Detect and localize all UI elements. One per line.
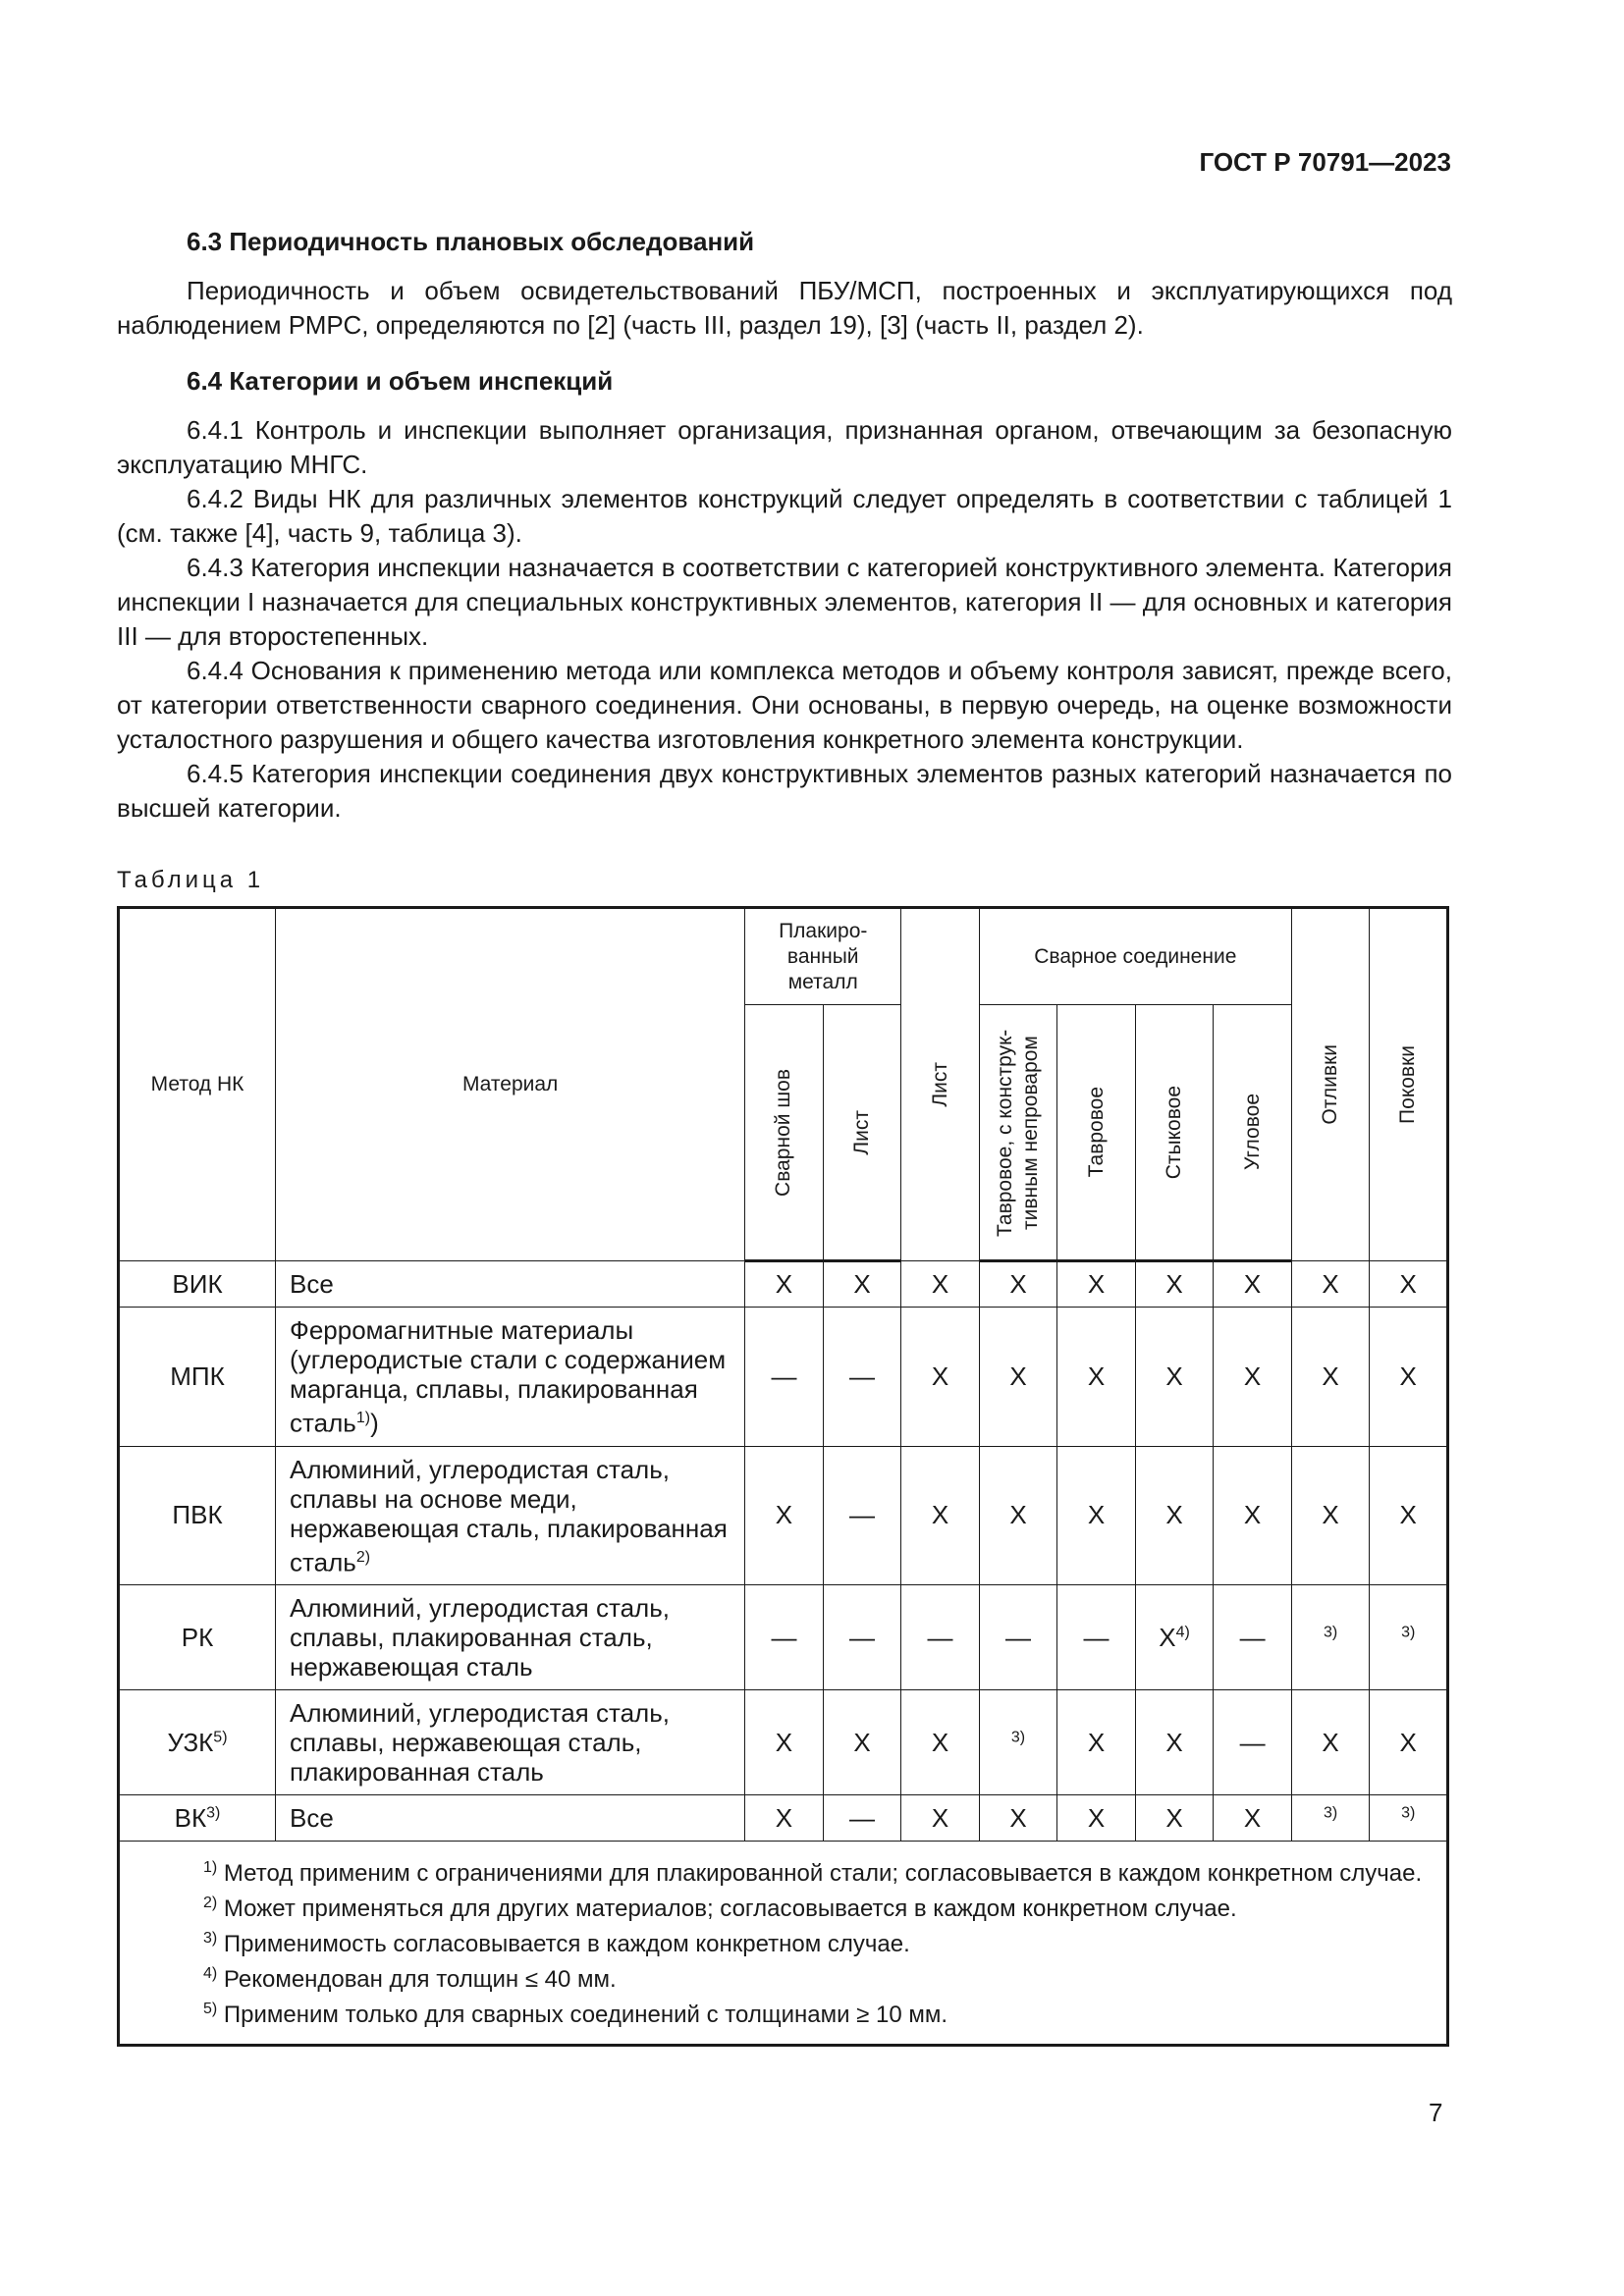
applicability-cell: X <box>823 1690 901 1795</box>
applicability-cell: X <box>1291 1261 1370 1308</box>
applicability-cell: X <box>1291 1446 1370 1585</box>
table-caption: Таблица 1 <box>117 867 265 893</box>
applicability-cell: X <box>745 1795 824 1842</box>
material-cell: Все <box>276 1261 745 1308</box>
applicability-cell: X$^{4)}$ <box>1135 1585 1214 1690</box>
page-number: 7 <box>1429 2098 1443 2127</box>
applicability-cell: — <box>1057 1585 1136 1690</box>
applicability-cell: 3) <box>1291 1795 1370 1842</box>
applicability-cell: X <box>1135 1795 1214 1842</box>
applicability-cell: X <box>1057 1446 1136 1585</box>
applicability-cell: X <box>901 1308 980 1447</box>
applicability-cell: X <box>1057 1690 1136 1795</box>
applicability-cell: X <box>1291 1308 1370 1447</box>
section-6-4-title: 6.4 Категории и объем инспекций <box>187 366 614 396</box>
applicability-cell: X <box>1214 1446 1292 1585</box>
applicability-cell: — <box>823 1585 901 1690</box>
applicability-cell: X <box>901 1690 980 1795</box>
applicability-cell: X <box>1057 1308 1136 1447</box>
applicability-cell: X <box>979 1446 1057 1585</box>
applicability-cell: — <box>1214 1690 1292 1795</box>
footnote: $^{4)}$ Рекомендован для толщин ≤ 40 мм. <box>203 1965 617 1994</box>
applicability-cell: — <box>1214 1585 1292 1690</box>
applicability-cell: X <box>979 1261 1057 1308</box>
section-6-4-body <box>117 413 1452 826</box>
document-id: ГОСТ Р 70791—2023 <box>1199 147 1451 177</box>
applicability-cell: X <box>1057 1261 1136 1308</box>
material-cell: Алюминий, углеродистая сталь, сплавы, плакированная сталь, нержавеющая сталь <box>276 1585 745 1690</box>
table-row <box>119 1690 1448 1795</box>
header-tee: Тавровое <box>1057 1005 1136 1261</box>
paragraph-6-4-5: 6.4.5 Категория инспекции соединения двух конструктивных элементов разных категорий назначается по высшей категории. <box>117 759 1452 823</box>
table-row <box>119 1261 1448 1308</box>
applicability-cell: X <box>1214 1795 1292 1842</box>
applicability-cell: X <box>1370 1446 1448 1585</box>
header-material: Материал <box>276 908 745 1261</box>
method-cell: ПВК <box>119 1446 276 1585</box>
table-footnotes <box>119 1842 1448 2046</box>
table-row <box>119 1308 1448 1447</box>
footnote: $^{3)}$ Применимость согласовывается в каждом конкретном случае. <box>203 1930 910 1958</box>
applicability-cell: 3) <box>1291 1585 1370 1690</box>
header-method: Метод НК <box>119 908 276 1261</box>
footnote: $^{5)}$ Применим только для сварных соединений с толщинами ≥ 10 мм. <box>203 2001 948 2029</box>
applicability-cell: X <box>745 1690 824 1795</box>
applicability-cell: X <box>1214 1261 1292 1308</box>
method-cell: МПК <box>119 1308 276 1447</box>
paragraph-6-4-3: 6.4.3 Категория инспекции назначается в соответствии с категорией конструктивного элемента. Категория инспекции I назначается для специальных конструктивных элементов, категория II — для основных и категория III — для второстепенных. <box>117 553 1452 651</box>
applicability-cell: X <box>901 1261 980 1308</box>
footnote: $^{2)}$ Может применяться для других материалов; согласовывается в каждом конкретном случае. <box>203 1895 1237 1923</box>
applicability-cell: X <box>1291 1690 1370 1795</box>
applicability-cell: — <box>745 1585 824 1690</box>
applicability-cell: X <box>1135 1308 1214 1447</box>
applicability-cell: X <box>745 1261 824 1308</box>
paragraph-6-4-4: 6.4.4 Основания к применению метода или комплекса методов и объему контроля зависят, прежде всего, от категории ответственности сварного соединения. Они основаны, в первую очередь, на оценке возможности усталостного разрушения и общего качества изготовления конкретного элемента конструкции. <box>117 656 1452 754</box>
ndt-methods-table <box>117 906 1449 2047</box>
header-clad-metal: Плакиро-ванный металл <box>745 908 901 1005</box>
applicability-cell: X <box>1057 1795 1136 1842</box>
header-weld-joint: Сварное соединение <box>979 908 1291 1005</box>
method-cell: ВИК <box>119 1261 276 1308</box>
applicability-cell: — <box>823 1308 901 1447</box>
method-cell: РК <box>119 1585 276 1690</box>
applicability-cell: X <box>1135 1261 1214 1308</box>
header-forgings: Поковки <box>1370 908 1448 1261</box>
applicability-cell: X <box>1370 1261 1448 1308</box>
table-row <box>119 1446 1448 1585</box>
table-row <box>119 1795 1448 1842</box>
header-castings: Отливки <box>1291 908 1370 1261</box>
applicability-cell: — <box>745 1308 824 1447</box>
applicability-cell: 3) <box>1370 1795 1448 1842</box>
material-cell: Алюминий, углеродистая сталь, сплавы на основе меди, нержавеющая сталь, плакированная сталь$^{2)}$ <box>276 1446 745 1585</box>
applicability-cell: X <box>979 1795 1057 1842</box>
applicability-cell: — <box>979 1585 1057 1690</box>
applicability-cell: X <box>1370 1690 1448 1795</box>
applicability-cell: 3) <box>1370 1585 1448 1690</box>
material-cell: Ферромагнитные материалы (углеродистые стали с содержанием марганца, сплавы, плакированная сталь$^{1)}$) <box>276 1308 745 1447</box>
footnote: $^{1)}$ Метод применим с ограничениями для плакированной стали; согласовывается в каждом конкретном случае. <box>203 1859 1423 1888</box>
section-6-3-title: 6.3 Периодичность плановых обследований <box>187 227 755 256</box>
applicability-cell: X <box>745 1446 824 1585</box>
header-tee-partial: Тавровое, с конструк- тивным непроваром <box>979 1005 1057 1261</box>
header-butt: Стыковое <box>1135 1005 1214 1261</box>
applicability-cell: X <box>1135 1690 1214 1795</box>
header-clad-weld: Сварной шов <box>745 1005 824 1261</box>
section-6-3-text: Периодичность и объем освидетельствований ПБУ/МСП, построенных и эксплуатирующихся под наблюдением РМРС, определяются по [2] (часть III, раздел 19), [3] (часть II, раздел 2). <box>117 276 1452 340</box>
applicability-cell: — <box>823 1795 901 1842</box>
method-cell: ВК$^{3)}$ <box>119 1795 276 1842</box>
material-cell: Алюминий, углеродистая сталь, сплавы, нержавеющая сталь, плакированная сталь <box>276 1690 745 1795</box>
method-cell: УЗК$^{5)}$ <box>119 1690 276 1795</box>
material-cell: Все <box>276 1795 745 1842</box>
applicability-cell: — <box>823 1446 901 1585</box>
applicability-cell: 3) <box>979 1690 1057 1795</box>
paragraph-6-4-2: 6.4.2 Виды НК для различных элементов конструкций следует определять в соответствии с таблицей 1 (см. также [4], часть 9, таблица 3). <box>117 484 1452 548</box>
header-sheet: Лист <box>901 908 980 1261</box>
paragraph-6-4-1: 6.4.1 Контроль и инспекции выполняет организация, признанная органом, отвечающим за безопасную эксплуатацию МНГС. <box>117 415 1452 479</box>
applicability-cell: X <box>901 1446 980 1585</box>
applicability-cell: X <box>1135 1446 1214 1585</box>
applicability-cell: X <box>979 1308 1057 1447</box>
applicability-cell: X <box>1214 1308 1292 1447</box>
applicability-cell: X <box>823 1261 901 1308</box>
header-corner: Угловое <box>1214 1005 1292 1261</box>
table-row <box>119 1585 1448 1690</box>
header-clad-sheet: Лист <box>823 1005 901 1261</box>
applicability-cell: X <box>901 1795 980 1842</box>
applicability-cell: X <box>1370 1308 1448 1447</box>
applicability-cell: — <box>901 1585 980 1690</box>
